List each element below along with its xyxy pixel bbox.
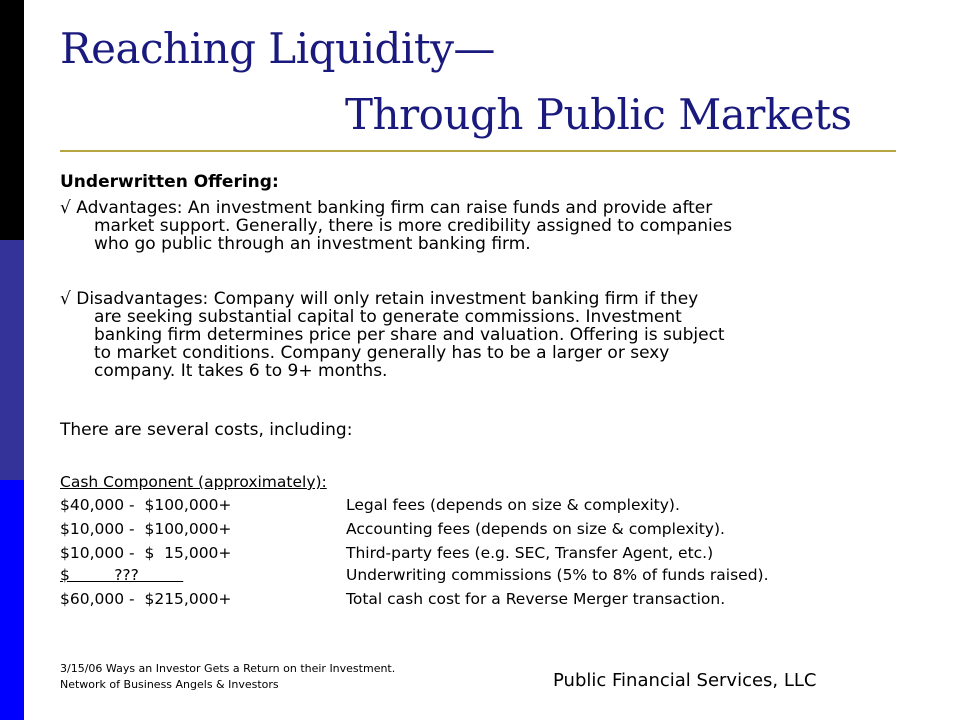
side-bar-top (0, 0, 24, 240)
cost-row (60, 518, 910, 540)
cost-row (60, 564, 910, 586)
slide-title-line-2: Through Public Markets (345, 90, 852, 139)
disadvantages-line: banking firm determines price per share and valuation. Offering is subject (94, 325, 725, 345)
cost-description: Total cash cost for a Reverse Merger transaction. (346, 590, 726, 608)
cost-description: Accounting fees (depends on size & complexity). (346, 520, 725, 538)
cash-component-heading: Cash Component (approximately): (60, 473, 327, 491)
disadvantages-line: are seeking substantial capital to generate commissions. Investment (94, 307, 682, 327)
cost-amount: $60,000 - $215,000+ (60, 590, 232, 608)
advantages-paragraph (60, 199, 906, 253)
footer-organization-line: Network of Business Angels & Investors (60, 678, 279, 691)
side-bar-bottom (0, 480, 24, 720)
cost-row-total (60, 588, 910, 610)
cost-amount: $ ??? (60, 566, 184, 584)
advantages-line: who go public through an investment banking firm. (94, 234, 531, 254)
cost-row (60, 542, 910, 564)
costs-intro: There are several costs, including: (60, 420, 353, 440)
cost-amount: $10,000 - $ 15,000+ (60, 544, 232, 562)
side-bar-middle (0, 240, 24, 480)
footer-date-line: 3/15/06 Ways an Investor Gets a Return on their Investment. (60, 662, 396, 675)
footer-company-name: Public Financial Services, LLC (553, 670, 817, 691)
title-divider (60, 150, 896, 152)
cost-row (60, 494, 910, 516)
cost-description: Legal fees (depends on size & complexity). (346, 496, 680, 514)
disadvantages-line: company. It takes 6 to 9+ months. (94, 361, 388, 381)
cost-description: Third-party fees (e.g. SEC, Transfer Agent, etc.) (346, 544, 714, 562)
cost-amount: $40,000 - $100,000+ (60, 496, 232, 514)
advantages-line: market support. Generally, there is more credibility assigned to companies (94, 216, 733, 236)
disadvantages-paragraph (60, 290, 906, 380)
cost-description: Underwriting commissions (5% to 8% of funds raised). (346, 566, 769, 584)
cost-amount: $10,000 - $100,000+ (60, 520, 232, 538)
disadvantages-line: √ Disadvantages: Company will only retain investment banking firm if they (60, 289, 699, 309)
slide-title-line-1: Reaching Liquidity— (60, 24, 495, 73)
section-heading: Underwritten Offering: (60, 172, 279, 192)
advantages-line: √ Advantages: An investment banking firm can raise funds and provide after (60, 198, 713, 218)
disadvantages-line: to market conditions. Company generally has to be a larger or sexy (94, 343, 670, 363)
